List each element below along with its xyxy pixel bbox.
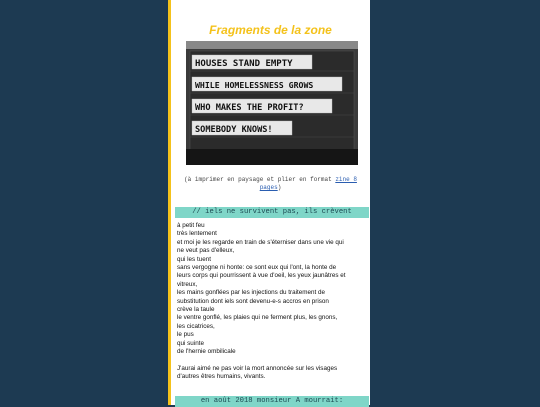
poem-line: vitreux, bbox=[177, 280, 198, 288]
poem-line: sans vergogne ni honte: ce sont eux qui l'ont, la honte de bbox=[177, 264, 337, 272]
zine-link[interactable]: zine 8 pages bbox=[259, 176, 357, 191]
poem-line: le ventre gonflé, les plaies qui ne ferment plus, les gnons, bbox=[177, 314, 338, 322]
poem-line: à petit feu bbox=[177, 222, 205, 229]
banner-2-text: WHILE HOMELESSNESS GROWS bbox=[195, 80, 314, 90]
content-column bbox=[168, 0, 370, 405]
poem-line: leurs corps qui pourrissent à vue d'oeil, les yeux jaunâtres et bbox=[177, 272, 346, 280]
section-header-2: en août 2018 monsieur A mourrait: bbox=[175, 396, 369, 407]
poem-line: très lentement bbox=[177, 230, 217, 238]
photo-illustration bbox=[186, 41, 358, 165]
poem-line: le pus bbox=[177, 331, 194, 339]
poem-line: substitution dont iels sont devenu-e-s accros en prison bbox=[177, 297, 329, 305]
poem-text bbox=[177, 222, 369, 382]
poem-line: d'autres êtres humains, vivants. bbox=[177, 373, 266, 381]
section-header-1: // iels ne survivent pas, ils crèvent bbox=[175, 207, 369, 218]
print-caption: (à imprimer en paysage et plier en format zine 8 pages) bbox=[184, 176, 357, 191]
poem-line: les mains gonflées par les injections du traitement de bbox=[177, 289, 326, 297]
poem-line: ne veut pas d'elleux, bbox=[177, 247, 235, 255]
page-title: Fragments de la zone bbox=[209, 23, 332, 37]
banner-3-text: WHO MAKES THE PROFIT? bbox=[195, 103, 304, 113]
poem-gap bbox=[177, 357, 369, 365]
poem-line: J'aurai aimé ne pas voir la mort annoncée sur les visages bbox=[177, 364, 338, 372]
poem-line: les cicatrices, bbox=[177, 322, 215, 330]
poem-line: crève la taule bbox=[177, 306, 215, 314]
banner-1-text: HOUSES STAND EMPTY bbox=[195, 59, 293, 69]
banner-4-text: SOMEBODY KNOWS! bbox=[195, 125, 273, 135]
poem-line: et moi je les regarde en train de s'éterniser dans une vie qui bbox=[177, 238, 344, 246]
poem-line: qui suinte bbox=[177, 339, 204, 347]
poem-line: de l'hernie ombilicale bbox=[177, 348, 236, 356]
protest-photo bbox=[186, 41, 358, 165]
poem-line: qui les tuent bbox=[177, 255, 211, 263]
